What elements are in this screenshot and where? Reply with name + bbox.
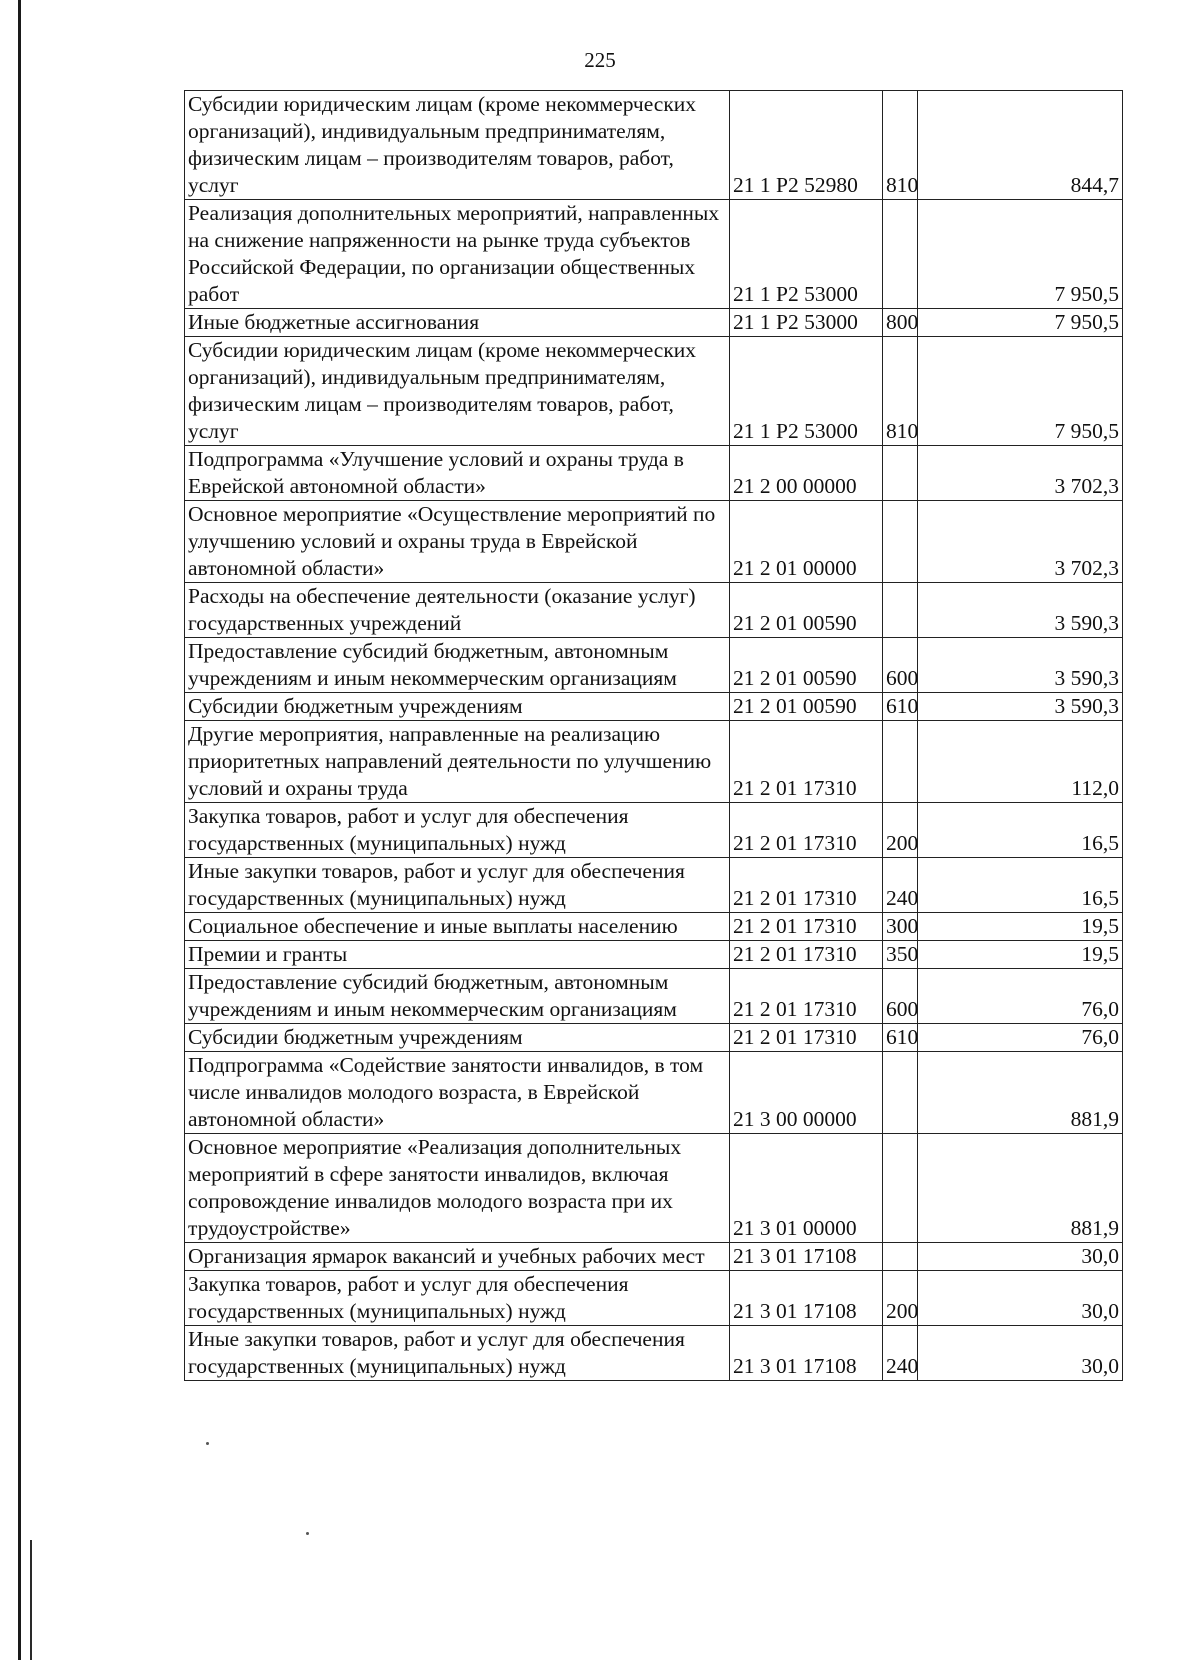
table-row bbox=[185, 1024, 1123, 1052]
table-row bbox=[185, 309, 1123, 337]
row-expense-type bbox=[883, 1052, 918, 1134]
scan-binding-edge bbox=[18, 0, 21, 1660]
row-name: Основное мероприятие «Осуществление мероприятий по улучшению условий и охраны труда в Еврейской автономной области» bbox=[185, 501, 730, 583]
row-expense-type bbox=[883, 583, 918, 638]
row-expense-type bbox=[883, 200, 918, 309]
row-expense-type: 610 bbox=[883, 1024, 918, 1052]
row-expense-type: 610 bbox=[883, 693, 918, 721]
row-code: 21 3 01 00000 bbox=[730, 1134, 883, 1243]
row-expense-type: 240 bbox=[883, 1326, 918, 1381]
row-expense-type bbox=[883, 1134, 918, 1243]
row-name: Основное мероприятие «Реализация дополнительных мероприятий в сфере занятости инвалидов, включая сопровождение инвалидов молодого возраста при их трудоустройстве» bbox=[185, 1134, 730, 1243]
table-row bbox=[185, 91, 1123, 200]
row-name: Иные закупки товаров, работ и услуг для обеспечения государственных (муниципальных) нужд bbox=[185, 1326, 730, 1381]
row-name: Предоставление субсидий бюджетным, автономным учреждениям и иным некоммерческим организациям bbox=[185, 969, 730, 1024]
page-number: 225 bbox=[584, 48, 616, 72]
table-row bbox=[185, 1243, 1123, 1271]
table-row bbox=[185, 803, 1123, 858]
row-expense-type: 810 bbox=[883, 337, 918, 446]
row-name: Закупка товаров, работ и услуг для обеспечения государственных (муниципальных) нужд bbox=[185, 1271, 730, 1326]
row-code: 21 2 01 00000 bbox=[730, 501, 883, 583]
scan-speck bbox=[306, 1532, 309, 1535]
row-code: 21 3 00 00000 bbox=[730, 1052, 883, 1134]
row-name: Субсидии юридическим лицам (кроме некоммерческих организаций), индивидуальным предпринимателям, физическим лицам – производителям товаров, работ, услуг bbox=[185, 337, 730, 446]
row-name: Другие мероприятия, направленные на реализацию приоритетных направлений деятельности по улучшению условий и охраны труда bbox=[185, 721, 730, 803]
row-sum: 30,0 bbox=[918, 1243, 1123, 1271]
row-expense-type bbox=[883, 501, 918, 583]
row-code: 21 2 00 00000 bbox=[730, 446, 883, 501]
row-sum: 881,9 bbox=[918, 1134, 1123, 1243]
row-sum: 16,5 bbox=[918, 803, 1123, 858]
row-code: 21 2 01 17310 bbox=[730, 721, 883, 803]
row-expense-type: 800 bbox=[883, 309, 918, 337]
row-sum: 3 590,3 bbox=[918, 638, 1123, 693]
row-sum: 19,5 bbox=[918, 913, 1123, 941]
row-sum: 844,7 bbox=[918, 91, 1123, 200]
table-row bbox=[185, 969, 1123, 1024]
row-expense-type bbox=[883, 721, 918, 803]
row-name: Организация ярмарок вакансий и учебных рабочих мест bbox=[185, 1243, 730, 1271]
row-name: Расходы на обеспечение деятельности (оказание услуг) государственных учреждений bbox=[185, 583, 730, 638]
row-code: 21 2 01 17310 bbox=[730, 1024, 883, 1052]
row-code: 21 2 01 00590 bbox=[730, 638, 883, 693]
row-expense-type: 240 bbox=[883, 858, 918, 913]
row-sum: 112,0 bbox=[918, 721, 1123, 803]
row-sum: 19,5 bbox=[918, 941, 1123, 969]
row-name: Субсидии бюджетным учреждениям bbox=[185, 1024, 730, 1052]
row-name: Предоставление субсидий бюджетным, автономным учреждениям и иным некоммерческим организациям bbox=[185, 638, 730, 693]
row-code: 21 3 01 17108 bbox=[730, 1326, 883, 1381]
row-code: 21 3 01 17108 bbox=[730, 1243, 883, 1271]
table-row bbox=[185, 638, 1123, 693]
table-row bbox=[185, 693, 1123, 721]
row-name: Реализация дополнительных мероприятий, направленных на снижение напряженности на рынке труда субъектов Российской Федерации, по организации общественных работ bbox=[185, 200, 730, 309]
row-expense-type: 350 bbox=[883, 941, 918, 969]
table-row bbox=[185, 721, 1123, 803]
table-row bbox=[185, 1326, 1123, 1381]
row-sum: 7 950,5 bbox=[918, 200, 1123, 309]
table-row bbox=[185, 913, 1123, 941]
row-sum: 3 590,3 bbox=[918, 693, 1123, 721]
row-sum: 3 590,3 bbox=[918, 583, 1123, 638]
row-code: 21 1 P2 53000 bbox=[730, 337, 883, 446]
row-sum: 3 702,3 bbox=[918, 501, 1123, 583]
row-expense-type: 200 bbox=[883, 803, 918, 858]
row-code: 21 2 01 17310 bbox=[730, 913, 883, 941]
table-row bbox=[185, 200, 1123, 309]
scan-binding-edge-lower bbox=[30, 1540, 32, 1660]
row-code: 21 2 01 00590 bbox=[730, 583, 883, 638]
row-expense-type bbox=[883, 446, 918, 501]
row-code: 21 2 01 17310 bbox=[730, 941, 883, 969]
row-expense-type bbox=[883, 1243, 918, 1271]
row-name: Подпрограмма «Улучшение условий и охраны труда в Еврейской автономной области» bbox=[185, 446, 730, 501]
row-expense-type: 600 bbox=[883, 969, 918, 1024]
row-sum: 7 950,5 bbox=[918, 309, 1123, 337]
row-sum: 76,0 bbox=[918, 969, 1123, 1024]
table-row bbox=[185, 337, 1123, 446]
budget-table-body bbox=[185, 91, 1123, 1381]
scan-speck bbox=[206, 1442, 209, 1445]
row-code: 21 2 01 17310 bbox=[730, 858, 883, 913]
row-code: 21 1 P2 53000 bbox=[730, 309, 883, 337]
row-code: 21 3 01 17108 bbox=[730, 1271, 883, 1326]
row-code: 21 1 P2 52980 bbox=[730, 91, 883, 200]
table-row bbox=[185, 1052, 1123, 1134]
table-row bbox=[185, 501, 1123, 583]
row-sum: 30,0 bbox=[918, 1271, 1123, 1326]
table-row bbox=[185, 1271, 1123, 1326]
row-sum: 16,5 bbox=[918, 858, 1123, 913]
row-code: 21 1 P2 53000 bbox=[730, 200, 883, 309]
row-sum: 76,0 bbox=[918, 1024, 1123, 1052]
row-name: Иные закупки товаров, работ и услуг для обеспечения государственных (муниципальных) нужд bbox=[185, 858, 730, 913]
row-sum: 881,9 bbox=[918, 1052, 1123, 1134]
row-expense-type: 300 bbox=[883, 913, 918, 941]
row-name: Субсидии юридическим лицам (кроме некоммерческих организаций), индивидуальным предпринимателям, физическим лицам – производителям товаров, работ, услуг bbox=[185, 91, 730, 200]
table-row bbox=[185, 858, 1123, 913]
row-name: Премии и гранты bbox=[185, 941, 730, 969]
row-sum: 7 950,5 bbox=[918, 337, 1123, 446]
row-code: 21 2 01 00590 bbox=[730, 693, 883, 721]
row-sum: 30,0 bbox=[918, 1326, 1123, 1381]
table-row bbox=[185, 583, 1123, 638]
row-name: Субсидии бюджетным учреждениям bbox=[185, 693, 730, 721]
row-sum: 3 702,3 bbox=[918, 446, 1123, 501]
row-code: 21 2 01 17310 bbox=[730, 969, 883, 1024]
row-name: Закупка товаров, работ и услуг для обеспечения государственных (муниципальных) нужд bbox=[185, 803, 730, 858]
table-row bbox=[185, 446, 1123, 501]
row-expense-type: 810 bbox=[883, 91, 918, 200]
table-row bbox=[185, 941, 1123, 969]
row-code: 21 2 01 17310 bbox=[730, 803, 883, 858]
row-name: Подпрограмма «Содействие занятости инвалидов, в том числе инвалидов молодого возраста, в Еврейской автономной области» bbox=[185, 1052, 730, 1134]
row-expense-type: 200 bbox=[883, 1271, 918, 1326]
row-name: Иные бюджетные ассигнования bbox=[185, 309, 730, 337]
row-expense-type: 600 bbox=[883, 638, 918, 693]
row-name: Социальное обеспечение и иные выплаты населению bbox=[185, 913, 730, 941]
table-row bbox=[185, 1134, 1123, 1243]
budget-table bbox=[184, 90, 1123, 1381]
